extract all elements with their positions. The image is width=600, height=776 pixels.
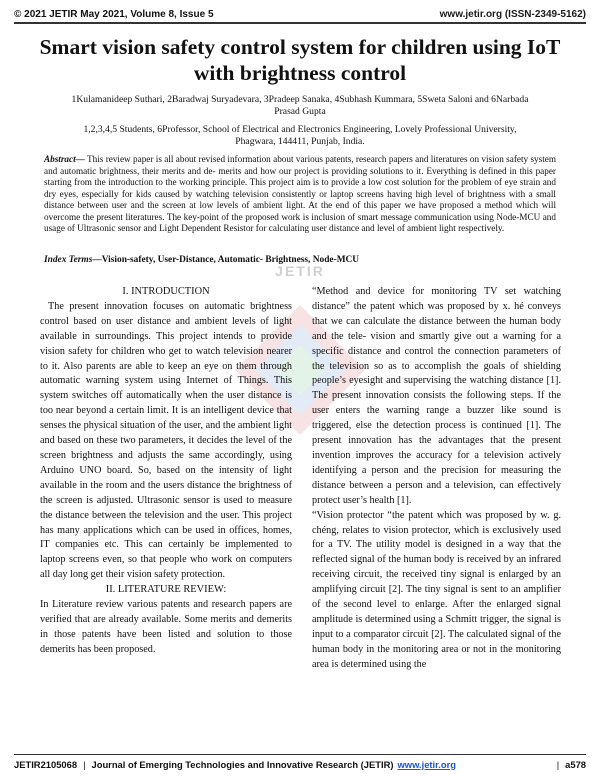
- introduction-paragraph: The present innovation focuses on automatic brightness control based on user distance and ambient levels of light available in surroundings. This project intends to provide vision safety for children who get to watch television nearer to it. Also parents are able to keep an eye on them through automatic warning system using Internet of Things. This system switches off automatically when the user distance is too near beyond a certain limit. It is an intelligent device that senses the physical situation of the user, and the ambient light and based on these two parameters, it decides the level of the screen brightness and adjusts the same accordingly, using Arduino UNO board. So, based on the intensity of light available in the room and the users distance the brightness of the screen is adjusted. Ultrasonic sensor is used to measure the distance between the television and the user. This project has many applications which can be used in offices, homes, IT companies etc. This can certainly be implemented to laptop screens even, so that people who work on computers all day long get their vision safety protection.: [40, 300, 292, 581]
- footer-journal-link[interactable]: www.jetir.org: [397, 758, 456, 770]
- affiliation: 1,2,3,4,5 Students, 6Professor, School of Electrical and Electronics Engineering, Lovely Professional University, Phagwara, 144411, Punjab, India.: [83, 124, 517, 147]
- watermark-text: JETIR: [275, 263, 325, 279]
- abstract-label: Abstract—: [44, 154, 85, 164]
- footer-paper-id: JETIR2105068: [14, 758, 78, 770]
- left-column: [40, 285, 292, 658]
- header-right: www.jetir.org (ISSN-2349-5162): [439, 8, 586, 20]
- section-heading-introduction: I. INTRODUCTION: [122, 286, 210, 297]
- index-terms-text: —Vision-safety, User-Distance, Automatic- Brightness, Node-MCU: [92, 255, 360, 265]
- patent-1-paragraph: “Method and device for monitoring TV set watching distance” the patent which was proposed by x. hé conveys that we can calculate the distance between the human body and the tele- vision and smartly give out a warning for a specific distance and control the connection parameters of the television so as to accomplish the goals of shielding people’s eyesight and supervising the watching distance [1]. The present innovation consists the following steps. If the user enters the warning range a buzzer like sound is triggered, else the detection process is continued [1]. The present innovation has the advantages that the present invention improves the accuracy for a television actively identifying a person and the precision for measuring the distance between a person and a television, can effectively protect user’s health [1].: [312, 286, 561, 506]
- running-header: [14, 6, 586, 22]
- footer-rule: [14, 754, 586, 755]
- right-column: [312, 285, 561, 673]
- literature-review-paragraph: In Literature review various patents and research papers are verified that are already available. Some merits and demerits in those patents have been listed and solution to those demerits has been proposed.: [40, 599, 292, 655]
- abstract-text: This review paper is all about revised information about various patents, research papers and literatures on vision safety system and automatic brightness, their merits and de- merits and how our project is providing solutions to it. Everything is defined in this paper starting from the introduction to the working principle. This project aim is to provide a low cost solution for the problem of eye strain and dry eyes, especially for kids caused by watching television consistently or laptop screens having high level of brightness with a small distance between user and the screen at low levels of ambient light. At the end of this paper we have proposed a method which will overcome the present literatures. The key-point of the proposed work is inclusion of smart message communication using Node-MCU and usage of Ultrasonic sensor and Light Dependent Resistor for calculating user distance and level of ambient light respectively.: [44, 154, 556, 233]
- footer-separator-2: |: [556, 758, 560, 770]
- footer-journal: Journal of Emerging Technologies and Innovative Research (JETIR): [91, 758, 394, 770]
- index-terms-label: Index Terms: [44, 255, 93, 265]
- running-footer: [14, 757, 586, 771]
- header-rule: [14, 22, 586, 24]
- abstract: [44, 154, 556, 235]
- paper-title: Smart vision safety control system for children using IoT with brightness control: [39, 35, 561, 85]
- footer-separator: |: [83, 758, 86, 770]
- section-heading-literature-review: II. LITERATURE REVIEW:: [105, 584, 227, 596]
- patent-2-paragraph: “Vision protector “the patent which was proposed by w. g. chéng, relates to vision protector, which is exclusively used for a TV. The utility model is designed in a way that the reflected signal of the human body is received by an infrared receiving circuit, the received tiny signal is enlarged by an amplifying circuit [2]. The tiny signal is sent to an amplifier of the second level to enlarge. After the enlarged signal amplitude is determined using a Schmitt trigger, the signal is input to a comparator circuit [2]. The calculated signal of the human body in the monitoring area or not in the monitoring area is determined using the: [312, 509, 561, 670]
- header-left: © 2021 JETIR May 2021, Volume 8, Issue 5: [14, 8, 214, 20]
- footer-page-number: a578: [565, 758, 586, 770]
- author-list: 1Kulamanideep Suthari, 2Baradwaj Suryadevara, 3Pradeep Sanaka, 4Subhash Kummara, 5Sweta Saloni and 6Narbada Prasad Gupta: [71, 94, 529, 117]
